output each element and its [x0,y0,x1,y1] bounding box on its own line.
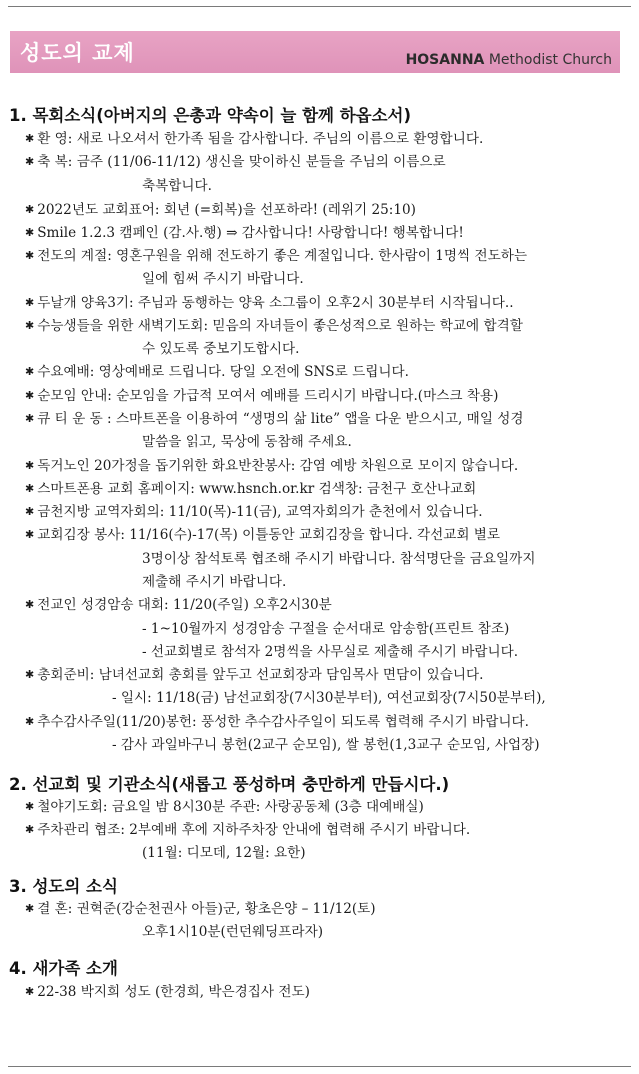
news-kimchi: ✱ 교회김장 봉사: 11/16(수)-17(목) 이틀동안 교회김장을 합니다. 각선교회 별로 [25,527,501,543]
news-welcome: ✱ 환 영: 새로 나오셔서 한가족 됨을 감사합니다. 주님의 이름으로 환영합니다. [25,131,484,147]
church-name-rest: Methodist Church [488,52,612,68]
missions-parking: ✱ 주차관리 협조: 2부예배 후에 지하주차장 안내에 협력해 주시기 바랍니다. [25,822,471,838]
news-thanksgiving-cont: - 감사 과일바구니 봉헌(2교구 순모임), 쌀 봉헌(1,3교구 순모임, 사업장) [112,737,540,753]
news-wednesday: ✱ 수요예배: 영상예배로 드립니다. 당일 오전에 SNS로 드립니다. [25,364,409,380]
news-blessing: ✱ 축 복: 금주 (11/06-11/12) 생신을 맞이하신 분들을 주님의 이름으로 [25,154,446,170]
page-title: 성도의 교제 [20,41,135,65]
missions-parking-cont: (11월: 디모데, 12월: 요한) [142,845,306,861]
news-cell-group: ✱ 순모임 안내: 순모임을 가급적 모여서 예배를 드리시기 바랍니다.(마스크 착용) [25,388,499,404]
members-wedding: ✱ 결 혼: 권혁준(강순천권사 아들)군, 황초은양 – 11/12(토) [25,901,376,917]
news-bible-contest-cont-1: - 1~10월까지 성경암송 구절을 순서대로 암송함(프린트 참조) [142,621,510,637]
news-evangelism-cont: 일에 힘써 주시기 바랍니다. [142,271,304,287]
news-elderly-service: ✱ 독거노인 20가정을 돕기위한 화요반찬봉사: 감염 예방 차원으로 모이지 않습니다. [25,458,519,474]
bottom-rule [8,1066,631,1067]
news-bible-contest-cont-2: - 선교회별로 참석자 2명씩을 사무실로 제출해 주시기 바랍니다. [142,644,519,660]
church-name [406,52,612,68]
news-kimchi-cont-2: 제출해 주시기 바랍니다. [142,574,287,590]
news-evangelism: ✱ 전도의 계절: 영혼구원을 위해 전도하기 좋은 계절입니다. 한사람이 1명씩 전도하는 [25,248,527,264]
news-qt: ✱ 큐 티 운 동 : 스마트폰을 이용하여 “생명의 삶 lite” 앱을 다운 받으시고, 매일 성경 [25,411,524,427]
top-rule [8,6,631,7]
news-qt-cont: 말씀을 읽고, 묵상에 동참해 주세요. [142,434,352,450]
section-heading-members: 3. 성도의 소식 [9,877,118,896]
news-general-meeting-cont: - 일시: 11/18(금) 남선교회장(7시30분부터), 여선교회장(7시50분부터), [112,690,546,706]
header-banner [10,31,620,73]
section-heading-missions: 2. 선교회 및 기관소식(새롭고 풍성하며 충만하게 만듭시다.) [9,775,450,794]
news-homepage: ✱ 스마트폰용 교회 홈페이지: www.hsnch.or.kr 검색창: 금천구 호산나교회 [25,481,477,497]
news-kimchi-cont-1: 3명이상 참석토록 협조해 주시기 바랍니다. 참석명단을 금요일까지 [142,551,536,567]
members-wedding-cont: 오후1시10분(런던웨딩프라자) [142,924,323,940]
church-name-bold: HOSANNA [405,52,485,68]
news-pastors-meeting: ✱ 금천지방 교역자회의: 11/10(목)-11(금), 교역자회의가 춘천에서 있습니다. [25,504,483,520]
missions-overnight-prayer: ✱ 철야기도회: 금요일 밤 8시30분 주관: 사랑공동체 (3층 대예배실) [25,799,424,815]
news-thanksgiving: ✱ 추수감사주일(11/20)봉헌: 풍성한 추수감사주일이 되도록 협력해 주시기 바랍니다. [25,714,529,730]
news-smile: ✱ Smile 1.2.3 캠페인 (감.사.행) ⇒ 감사합니다! 사랑합니다! 행복합니다! [25,225,464,241]
news-general-meeting: ✱ 총회준비: 남녀선교회 총회를 앞두고 선교회장과 담임목사 면담이 있습니다. [25,667,484,683]
news-bible-contest: ✱ 전교인 성경암송 대회: 11/20(주일) 오후2시30분 [25,597,332,613]
new-family-item: ✱ 22-38 박지희 성도 (한경희, 박은경집사 전도) [25,984,310,1000]
news-discipleship: ✱ 두날개 양육3기: 주님과 동행하는 양육 소그룹이 오후2시 30분부터 시작됩니다.. [25,295,514,311]
news-motto: ✱ 2022년도 교회표어: 회년 (=회복)을 선포하라! (레위기 25:10) [25,202,416,218]
news-blessing-cont: 축복합니다. [142,178,212,194]
section-heading-new-family: 4. 새가족 소개 [9,959,118,978]
news-exam-prayer-cont: 수 있도록 중보기도합시다. [142,341,300,357]
section-heading-news: 1. 목회소식(아버지의 은총과 약속이 늘 함께 하옵소서) [9,106,412,125]
news-exam-prayer: ✱ 수능생들을 위한 새벽기도회: 믿음의 자녀들이 좋은성적으로 원하는 학교에 합격할 [25,318,523,334]
